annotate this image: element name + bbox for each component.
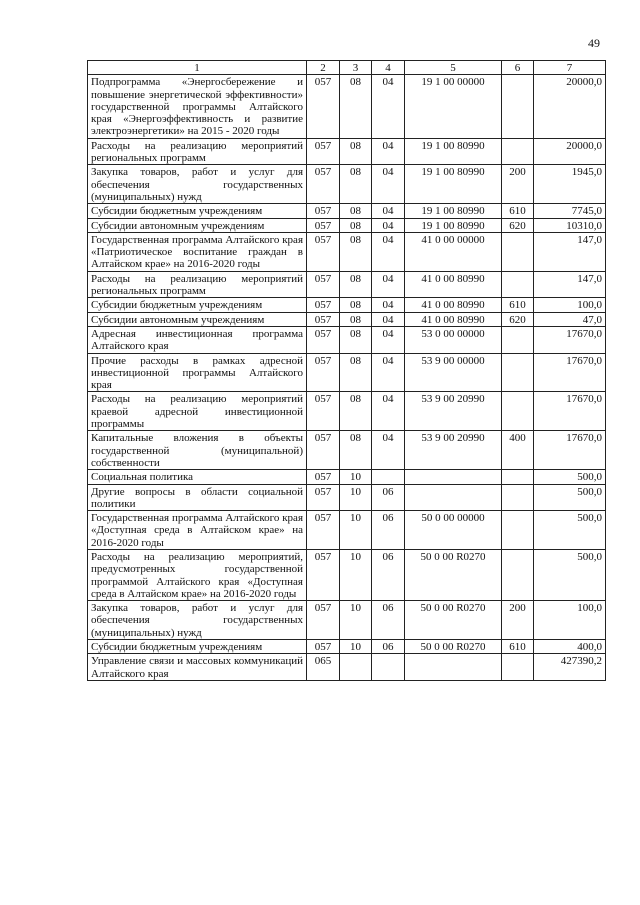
amount: 17670,0 (534, 353, 606, 392)
amount: 20000,0 (534, 138, 606, 165)
expense-name: Другие вопросы в области социальной политики (88, 484, 307, 511)
expense-type-code: 620 (502, 312, 534, 326)
target-article-code: 53 9 00 00000 (405, 353, 502, 392)
expense-type-code (502, 75, 534, 138)
target-article-code: 50 0 00 R0270 (405, 640, 502, 654)
amount: 500,0 (534, 470, 606, 484)
expense-name: Прочие расходы в рамках адресной инвестиционной программы Алтайского края (88, 353, 307, 392)
amount: 500,0 (534, 549, 606, 600)
subsection-code: 06 (372, 601, 405, 640)
subsection-code: 06 (372, 640, 405, 654)
ministry-code: 057 (307, 75, 340, 138)
section-code: 10 (340, 470, 372, 484)
target-article-code: 19 1 00 80990 (405, 165, 502, 204)
target-article-code: 19 1 00 80990 (405, 138, 502, 165)
table-row (88, 218, 606, 232)
subsection-code: 04 (372, 138, 405, 165)
expense-name: Расходы на реализацию мероприятий региональных программ (88, 138, 307, 165)
subsection-code: 06 (372, 511, 405, 550)
section-code (340, 654, 372, 681)
subsection-code: 04 (372, 271, 405, 298)
table-row (88, 165, 606, 204)
expense-name: Подпрограмма «Энергосбережение и повышение энергетической эффективности» государственной программы Алтайского края «Энергоэффективность и развитие электроэнергетики» на 2015 - 2020 годы (88, 75, 307, 138)
section-code: 08 (340, 326, 372, 353)
ministry-code: 057 (307, 484, 340, 511)
ministry-code: 065 (307, 654, 340, 681)
table-row (88, 511, 606, 550)
expense-name: Социальная политика (88, 470, 307, 484)
section-code: 08 (340, 353, 372, 392)
ministry-code: 057 (307, 511, 340, 550)
expense-type-code (502, 654, 534, 681)
ministry-code: 057 (307, 549, 340, 600)
column-header: 3 (340, 61, 372, 75)
expense-name: Субсидии бюджетным учреждениям (88, 298, 307, 312)
page-number: 49 (588, 36, 600, 50)
expense-type-code: 610 (502, 204, 534, 218)
table-row (88, 353, 606, 392)
section-code: 10 (340, 511, 372, 550)
ministry-code: 057 (307, 431, 340, 470)
section-code: 10 (340, 601, 372, 640)
expense-type-code: 610 (502, 640, 534, 654)
table-row (88, 298, 606, 312)
ministry-code: 057 (307, 640, 340, 654)
section-code: 08 (340, 138, 372, 165)
ministry-code: 057 (307, 271, 340, 298)
expense-name: Государственная программа Алтайского края «Доступная среда в Алтайском крае» на 2016-2020 годы (88, 511, 307, 550)
ministry-code: 057 (307, 165, 340, 204)
ministry-code: 057 (307, 138, 340, 165)
subsection-code (372, 470, 405, 484)
table-row (88, 326, 606, 353)
section-code: 08 (340, 298, 372, 312)
table-row (88, 601, 606, 640)
subsection-code: 04 (372, 165, 405, 204)
expense-type-code (502, 138, 534, 165)
expense-name: Расходы на реализацию мероприятий краевой адресной инвестиционной программы (88, 392, 307, 431)
table-row (88, 654, 606, 681)
section-code: 10 (340, 484, 372, 511)
subsection-code: 04 (372, 232, 405, 271)
amount: 10310,0 (534, 218, 606, 232)
expense-type-code (502, 392, 534, 431)
amount: 500,0 (534, 511, 606, 550)
expense-name: Закупка товаров, работ и услуг для обеспечения государственных (муниципальных) нужд (88, 165, 307, 204)
target-article-code: 41 0 00 00000 (405, 232, 502, 271)
ministry-code: 057 (307, 218, 340, 232)
expense-name: Субсидии автономным учреждениям (88, 312, 307, 326)
section-code: 08 (340, 271, 372, 298)
amount: 47,0 (534, 312, 606, 326)
amount: 100,0 (534, 298, 606, 312)
target-article-code: 41 0 00 80990 (405, 298, 502, 312)
expense-type-code: 200 (502, 601, 534, 640)
expense-type-code (502, 470, 534, 484)
subsection-code: 04 (372, 312, 405, 326)
table-row (88, 470, 606, 484)
table-row (88, 232, 606, 271)
table-row (88, 271, 606, 298)
expense-type-code: 200 (502, 165, 534, 204)
amount: 17670,0 (534, 392, 606, 431)
ministry-code: 057 (307, 232, 340, 271)
expense-name: Государственная программа Алтайского края «Патриотическое воспитание граждан в Алтайском крае» на 2016-2020 годы (88, 232, 307, 271)
target-article-code: 53 9 00 20990 (405, 392, 502, 431)
target-article-code: 19 1 00 80990 (405, 204, 502, 218)
amount: 147,0 (534, 232, 606, 271)
table-row (88, 138, 606, 165)
ministry-code: 057 (307, 601, 340, 640)
target-article-code: 41 0 00 80990 (405, 312, 502, 326)
subsection-code: 04 (372, 353, 405, 392)
amount: 17670,0 (534, 431, 606, 470)
table-body (88, 75, 606, 681)
target-article-code: 50 0 00 R0270 (405, 601, 502, 640)
expense-name: Управление связи и массовых коммуникаций Алтайского края (88, 654, 307, 681)
target-article-code: 50 0 00 R0270 (405, 549, 502, 600)
subsection-code: 06 (372, 549, 405, 600)
expense-type-code (502, 232, 534, 271)
section-code: 08 (340, 165, 372, 204)
target-article-code: 53 0 00 00000 (405, 326, 502, 353)
expense-name: Адресная инвестиционная программа Алтайского края (88, 326, 307, 353)
ministry-code: 057 (307, 204, 340, 218)
expense-type-code: 610 (502, 298, 534, 312)
expense-type-code (502, 549, 534, 600)
column-header: 5 (405, 61, 502, 75)
column-header: 2 (307, 61, 340, 75)
header-row (88, 61, 606, 75)
section-code: 08 (340, 392, 372, 431)
expense-name: Расходы на реализацию мероприятий региональных программ (88, 271, 307, 298)
subsection-code: 04 (372, 431, 405, 470)
column-header: 6 (502, 61, 534, 75)
section-code: 08 (340, 431, 372, 470)
expense-type-code: 620 (502, 218, 534, 232)
target-article-code: 53 9 00 20990 (405, 431, 502, 470)
subsection-code (372, 654, 405, 681)
subsection-code: 04 (372, 204, 405, 218)
expense-name: Капитальные вложения в объекты государственной (муниципальной) собственности (88, 431, 307, 470)
amount: 17670,0 (534, 326, 606, 353)
subsection-code: 04 (372, 298, 405, 312)
column-header: 1 (88, 61, 307, 75)
subsection-code: 04 (372, 75, 405, 138)
target-article-code: 50 0 00 00000 (405, 511, 502, 550)
subsection-code: 06 (372, 484, 405, 511)
amount: 500,0 (534, 484, 606, 511)
ministry-code: 057 (307, 353, 340, 392)
target-article-code (405, 470, 502, 484)
amount: 400,0 (534, 640, 606, 654)
ministry-code: 057 (307, 470, 340, 484)
expense-type-code (502, 353, 534, 392)
table-row (88, 640, 606, 654)
table-row (88, 204, 606, 218)
target-article-code (405, 484, 502, 511)
target-article-code: 19 1 00 00000 (405, 75, 502, 138)
ministry-code: 057 (307, 392, 340, 431)
table-row (88, 75, 606, 138)
amount: 100,0 (534, 601, 606, 640)
target-article-code: 41 0 00 80990 (405, 271, 502, 298)
expense-type-code (502, 511, 534, 550)
target-article-code (405, 654, 502, 681)
ministry-code: 057 (307, 326, 340, 353)
ministry-code: 057 (307, 312, 340, 326)
expense-name: Субсидии бюджетным учреждениям (88, 204, 307, 218)
subsection-code: 04 (372, 218, 405, 232)
amount: 1945,0 (534, 165, 606, 204)
amount: 147,0 (534, 271, 606, 298)
table-row (88, 312, 606, 326)
section-code: 10 (340, 549, 372, 600)
amount: 7745,0 (534, 204, 606, 218)
target-article-code: 19 1 00 80990 (405, 218, 502, 232)
table-row (88, 549, 606, 600)
section-code: 08 (340, 232, 372, 271)
table-row (88, 484, 606, 511)
table-row (88, 431, 606, 470)
expense-type-code (502, 484, 534, 511)
ministry-code: 057 (307, 298, 340, 312)
expense-name: Закупка товаров, работ и услуг для обеспечения государственных (муниципальных) нужд (88, 601, 307, 640)
expense-type-code (502, 326, 534, 353)
section-code: 08 (340, 312, 372, 326)
section-code: 08 (340, 75, 372, 138)
subsection-code: 04 (372, 326, 405, 353)
expense-name: Расходы на реализацию мероприятий, предусмотренных государственной программой Алтайского края «Доступная среда в Алтайском крае» на 2016-2020 годы (88, 549, 307, 600)
expense-name: Субсидии автономным учреждениям (88, 218, 307, 232)
subsection-code: 04 (372, 392, 405, 431)
expense-type-code (502, 271, 534, 298)
section-code: 08 (340, 218, 372, 232)
column-header: 7 (534, 61, 606, 75)
section-code: 10 (340, 640, 372, 654)
amount: 427390,2 (534, 654, 606, 681)
budget-table (87, 60, 606, 681)
expense-name: Субсидии бюджетным учреждениям (88, 640, 307, 654)
expense-type-code: 400 (502, 431, 534, 470)
table-row (88, 392, 606, 431)
section-code: 08 (340, 204, 372, 218)
amount: 20000,0 (534, 75, 606, 138)
column-header: 4 (372, 61, 405, 75)
